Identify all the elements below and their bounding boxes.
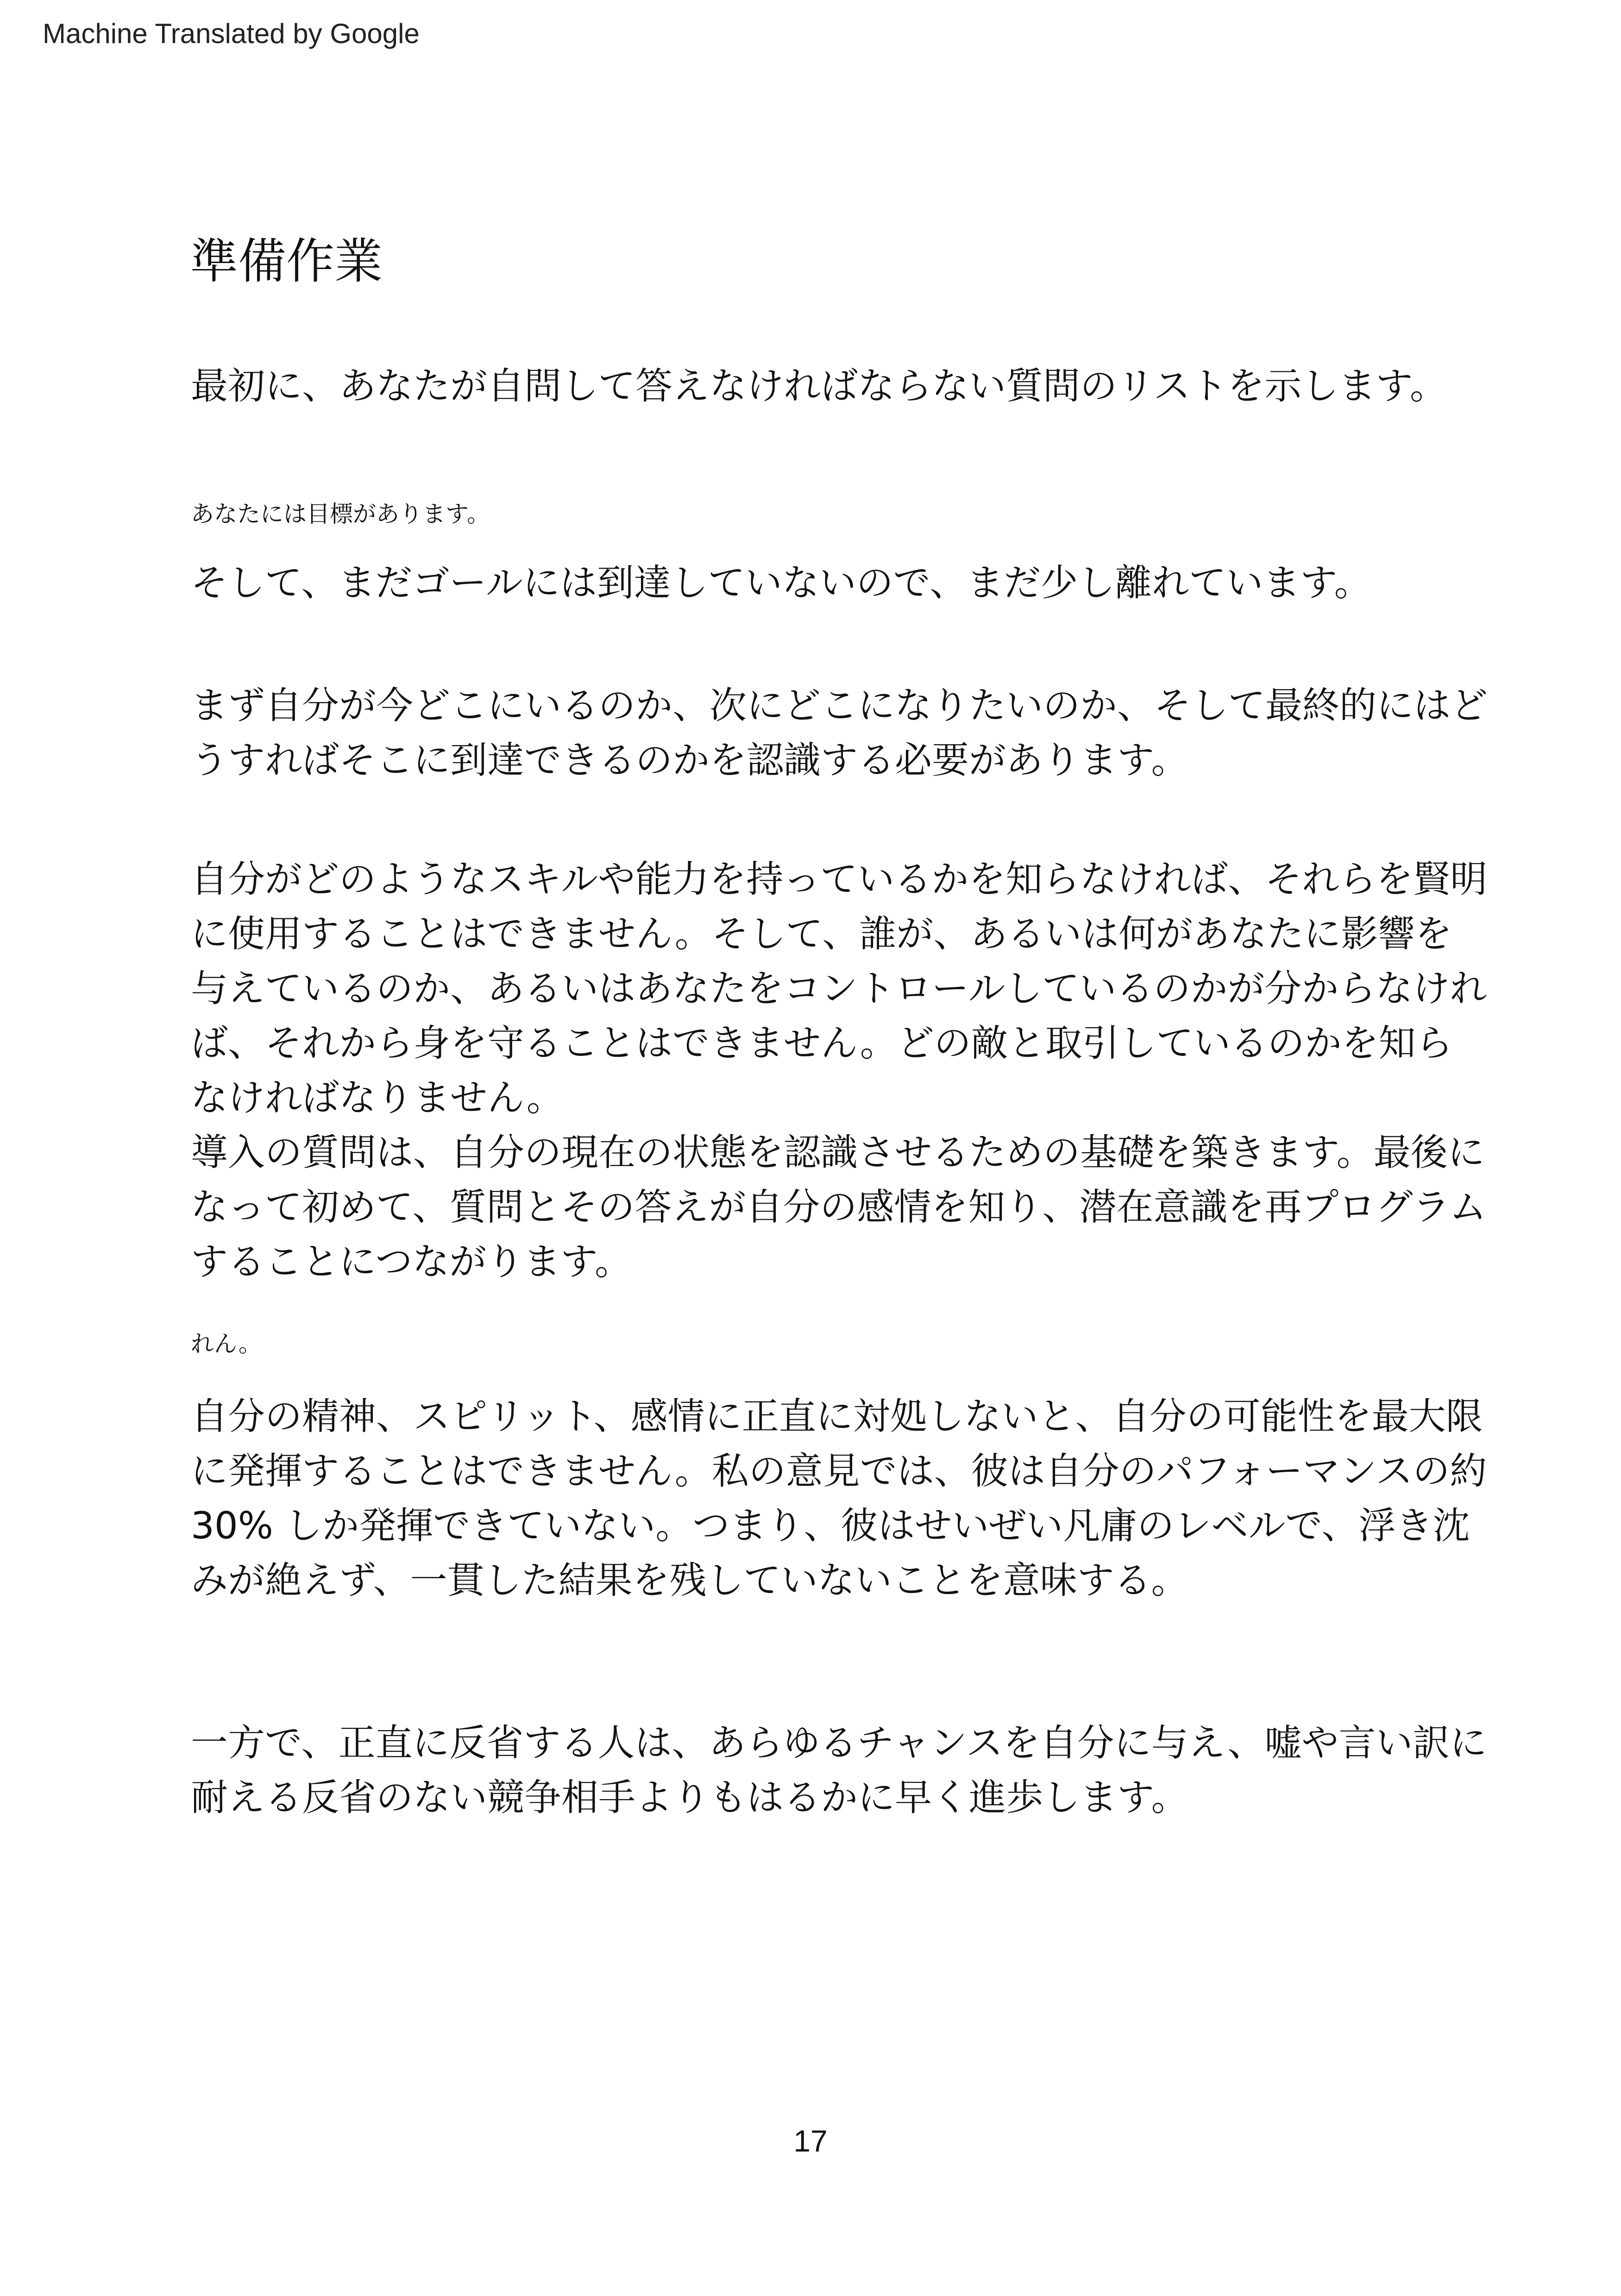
section-title: 準備作業: [190, 233, 383, 289]
paragraph-foundation: 導入の質問は、自分の現在の状態を認識させるための基礎を築きます。最後になって初めて、質問とその答えが自分の感情を知り、潜在意識を再プログラムすることにつながります。: [191, 1131, 1487, 1283]
paragraph-intro: 最初に、あなたが自問して答えなければならない質問のリストを示します。: [191, 364, 1447, 408]
note-fragment: れん。: [191, 1330, 262, 1357]
paragraph-potential: 自分の精神、スピリット、感情に正直に対処しないと、自分の可能性を最大限に発揮することはできません。私の意見では、彼は自分のパフォーマンスの約 30% しか発揮できていない。つまり、彼はせいぜい凡庸のレベルで、浮き沈みが絶えず、一貫した結果を残していないことを意味する。: [191, 1395, 1487, 1602]
paragraph-skills: 自分がどのようなスキルや能力を持っているかを知らなければ、それらを賢明に使用することはできません。そして、誰が、あるいは何があなたに影響を与えているのか、あるいはあなたをコントロールしているのかが分からなければ、それから身を守ることはできません。どの敵と取引しているのかを知らなければなりません。: [191, 858, 1488, 1119]
paragraph-distance: そして、まだゴールには到達していないので、まだ少し離れています。: [191, 561, 1371, 604]
page-number: 17: [793, 2124, 828, 2158]
machine-translated-label: Machine Translated by Google: [43, 18, 420, 49]
paragraph-reflection: 一方で、正直に反省する人は、あらゆるチャンスを自分に与え、嘘や言い訳に耐える反省のない競争相手よりもはるかに早く進歩します。: [191, 1721, 1487, 1819]
paragraph-awareness: まず自分が今どこにいるのか、次にどこになりたいのか、そして最終的にはどうすればそこに到達できるのかを認識する必要があります。: [191, 684, 1488, 782]
note-goal: あなたには目標があります。: [191, 501, 490, 527]
